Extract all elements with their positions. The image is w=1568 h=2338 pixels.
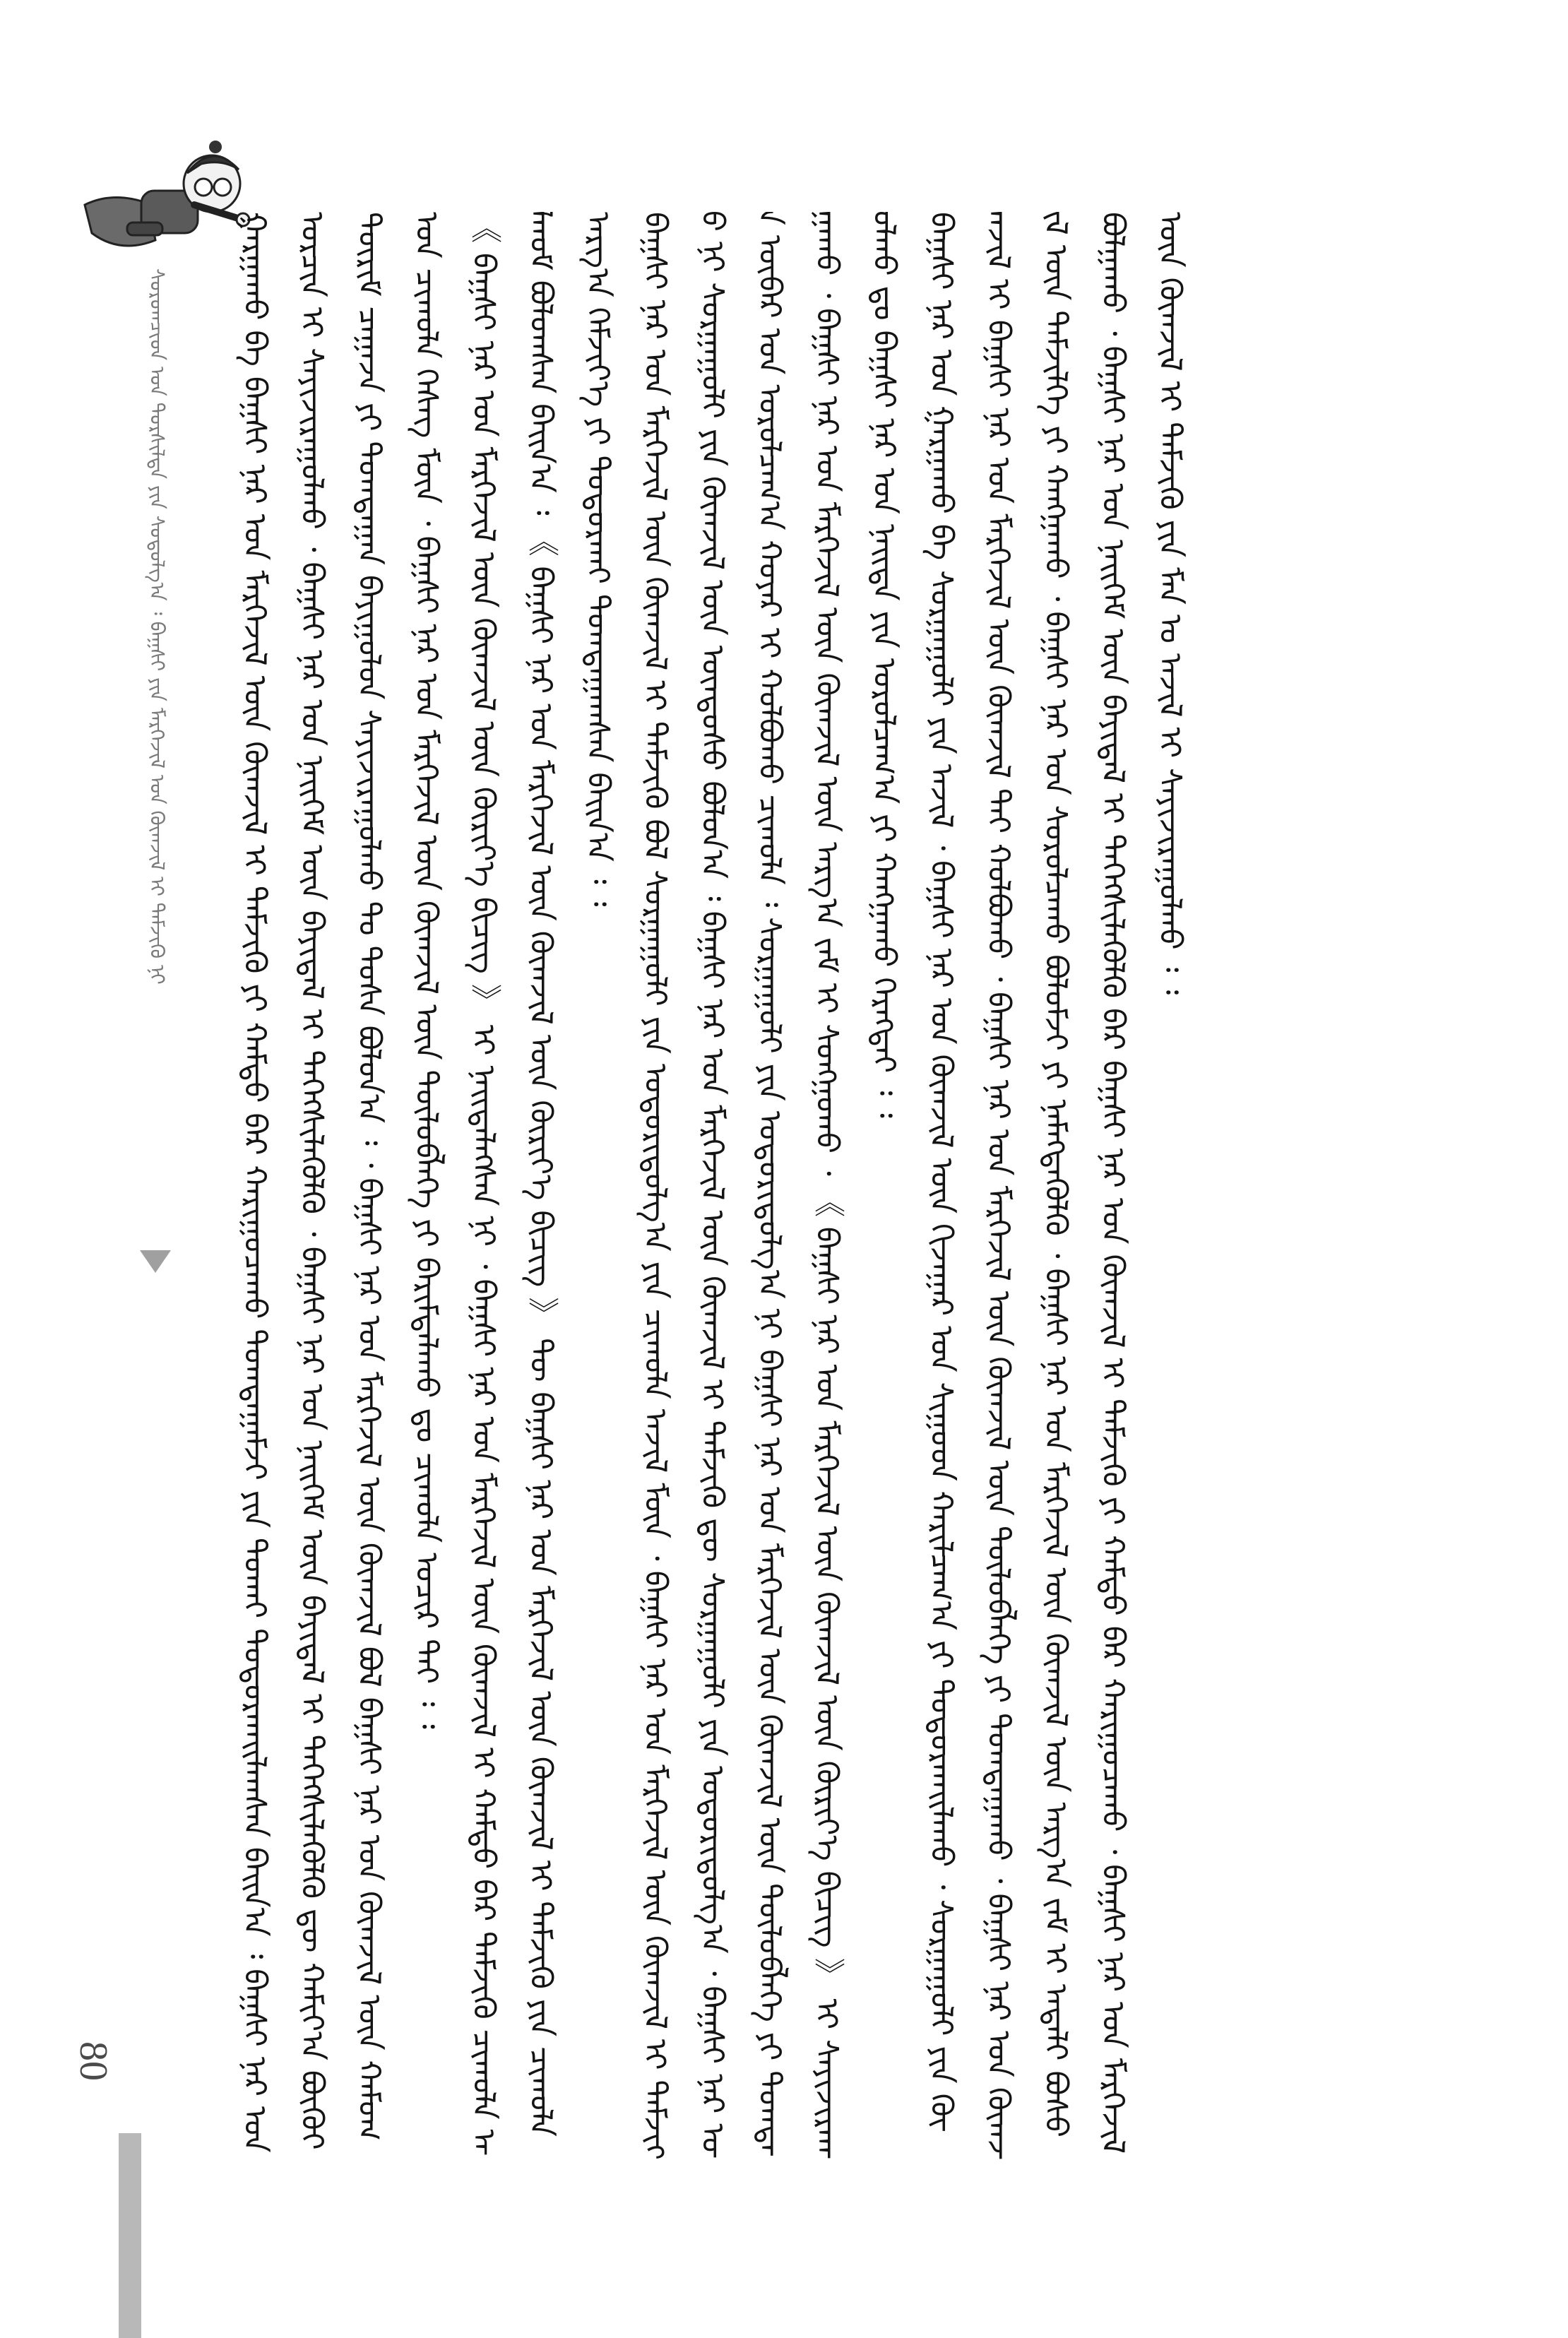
paragraph-4: ᠪᠠᠭ᠋ᠰᠢ ᠨᠠᠷ ᠤᠨ ᠭᠠᠷᠭᠠᠬᠤ ᠪᠠ ᠰᠤᠷᠭᠠᠭᠤᠯᠢ ᠶᠢᠨ ᠠᠵᠢᠯ ᠂ ᠪᠠᠭ᠋ᠰᠢ ᠨᠠᠷ ᠤᠨ ᠬᠥᠭ᠍ᠵᠢᠯ ᠦᠨ ᠬᠢᠵᠠᠭᠠᠷ ᠤᠨ ᠰᠢᠭᠤᠳ ᠬᠠᠷᠢᠯᠴᠠᠭ᠎ᠠ ᠶᠢ ᠲᠣᠳᠣᠷᠬᠠᠢᠯᠠᠬᠤ ᠂ ᠰᠤᠷᠭᠠᠭᠤᠯᠢ ᠶᠢᠨ ᠬᠥᠭ᠍ᠵᠢᠯ ᠢ ᠪᠠᠭ᠋ᠰᠢ ᠨᠠᠷ ᠤᠨ ᠮᠡᠷᠭᠡᠵᠢᠯ ᠦᠨ ᠬᠥᠭ᠍ᠵᠢᠯ ᠲᠡᠢ ᠬᠣᠯᠪᠣᠬᠤ ᠂ ᠪᠠᠭ᠋ᠰᠢ ᠨᠠᠷ ᠤᠨ ᠮᠡᠷᠭᠡᠵᠢᠯ ᠦᠨ ᠬᠥᠭ᠍ᠵᠢᠯ ᠦᠨ ᠲᠥᠯᠦᠪᠯᠡᠭᠡ ᠶᠢ ᠲᠣᠭᠲᠠᠭᠠᠬᠤ ᠂ ᠪᠠᠭ᠋ᠰᠢ ᠨᠠᠷ ᠤᠨ ᠬᠥᠭ᠍ᠵᠢᠯ ᠦᠨ ᠳᠡᠮᠵᠢᠯᠭᠡ ᠶᠢ ᠬᠠᠩᠭᠠᠬᠤ ᠂ ᠪᠠᠭ᠋ᠰᠢ ᠨᠠᠷ ᠤᠨ ᠰᠤᠷᠤᠯᠴᠠᠬᠤ ᠪᠣᠯᠤᠮᠵᠢ ᠶᠢ ᠨᠡᠮᠡᠭᠳᠡᠭᠦᠯᠬᠦ ᠂ ᠪᠠᠭ᠋ᠰᠢ ᠨᠠᠷ ᠤᠨ ᠮᠡᠷᠭᠡᠵᠢᠯ ᠦᠨ ᠬᠥᠭ᠍ᠵᠢᠯ ᠦᠨ ᠠᠷᠭ᠎ᠠ ᠵᠠᠮ ᠢ ᠠᠳᠠᠯᠢ ᠪᠤᠰᠤ ᠪᠣᠯᠭᠠᠬᠤ ᠂ ᠪᠠᠭ᠋ᠰᠢ ᠨᠠᠷ ᠤᠨ ᠨᠡᠢᠭᠡᠮ ᠦᠨ ᠪᠠᠶᠢᠳᠠᠯ ᠢ ᠳᠡᠭᠡᠭᠰᠢᠯᠡᠭᠦᠯᠬᠦ ᠪᠡᠷ ᠪᠠᠭ᠋ᠰᠢ ᠨᠠᠷ ᠤᠨ ᠬᠥᠭ᠍ᠵᠢᠯ ᠢ ᠳᠡᠮᠵᠢᠬᠦ ᠶᠢ ᠬᠠᠮᠲᠤ ᠪᠡᠷ ᠬᠠᠷᠢᠭᠤᠴᠠᠬᠤ ᠂ ᠪᠠᠭ᠋ᠰᠢ ᠨᠠᠷ ᠤᠨ ᠮᠡᠷᠭᠡᠵᠢᠯ ᠦᠨ ᠬᠥᠭ᠍ᠵᠢᠯ ᠢ ᠳᠡᠮᠵᠢᠬᠦ ᠶᠢᠨ ᠮᠠᠨ ᠤ ᠠᠵᠢᠯ ᠢ ᠰᠠᠶᠢᠵᠢᠷᠠᠭᠤᠯᠬᠤ ᠄ ᠄ (923, 212, 1188, 2159)
triangle-marker-icon (140, 1250, 171, 1273)
page-edge-bar (119, 2133, 141, 2338)
page-number: 80 (71, 2041, 115, 2081)
paragraph-3: ᠪᠠᠭ᠋ᠰᠢ ᠨᠠᠷ ᠤᠨ ᠮᠡᠷᠭᠡᠵᠢᠯ ᠦᠨ ᠬᠥᠭ᠍ᠵᠢᠯ ᠢ ᠳᠡᠮᠵᠢᠬᠦ ᠪᠣᠯ ᠰᠤᠷᠭᠠᠭᠤᠯᠢ ᠶᠢᠨ ᠤᠳᠤᠷᠢᠳᠤᠯᠭ᠎ᠠ ᠶᠢᠨ ᠴᠢᠬᠤᠯᠠ ᠠᠵᠢᠯ ᠮᠥᠨ ᠂ ᠪᠠᠭ᠋ᠰᠢ ᠨᠠᠷ ᠤᠨ ᠮᠡᠷᠭᠡᠵᠢᠯ ᠦᠨ ᠬᠥᠭ᠍ᠵᠢᠯ ᠢ ᠳᠡᠮᠵᠢᠬᠦ ᠨᠢ ᠰᠤᠷᠭᠠᠭᠤᠯᠢ ᠶᠢᠨ ᠬᠥᠭ᠍ᠵᠢᠯ ᠦᠨ ᠦᠨᠳᠦᠰᠦ ᠪᠣᠯᠤᠨ᠎ᠠ ᠄ ᠪᠠᠭ᠋ᠰᠢ ᠨᠠᠷ ᠤᠨ ᠮᠡᠷᠭᠡᠵᠢᠯ ᠦᠨ ᠬᠥᠭ᠍ᠵᠢᠯ ᠢ ᠳᠡᠮᠵᠢᠬᠦ ᠳᠦ ᠰᠤᠷᠭᠠᠭᠤᠯᠢ ᠶᠢᠨ ᠤᠳᠤᠷᠢᠳᠤᠯᠭ᠎ᠠ ᠂ ᠪᠠᠭ᠋ᠰᠢ ᠨᠠᠷ ᠤᠨ ᠥᠪᠡᠷ ᠤᠨ ᠣᠷᠤᠯᠴᠠᠭ᠎ᠠ ᠬᠣᠶᠠᠷ ᠢ ᠬᠣᠯᠪᠣᠬᠤ ᠴᠢᠬᠤᠯᠠ ᠄ ᠰᠤᠷᠭᠠᠭᠤᠯᠢ ᠶᠢᠨ ᠤᠳᠤᠷᠢᠳᠤᠯᠭ᠎ᠠ ᠨᠢ ᠪᠠᠭ᠋ᠰᠢ ᠨᠠᠷ ᠤᠨ ᠮᠡᠷᠭᠡᠵᠢᠯ ᠦᠨ ᠬᠥᠭ᠍ᠵᠢᠯ ᠦᠨ ᠲᠥᠯᠦᠪᠯᠡᠭᠡ ᠶᠢ ᠲᠣᠭᠲᠠᠭᠠᠬᠤ ᠂ ᠪᠠᠭ᠋ᠰᠢ ᠨᠠᠷ ᠤᠨ ᠮᠡᠷᠭᠡᠵᠢᠯ ᠦᠨ ᠬᠥᠭ᠍ᠵᠢᠯ ᠦᠨ ᠠᠷᠭ᠎ᠠ ᠵᠠᠮ ᠢ ᠰᠣᠩᠭᠣᠬᠤ ᠂ 《 ᠪᠠᠭ᠋ᠰᠢ ᠨᠠᠷ ᠤᠨ ᠮᠡᠷᠭᠡᠵᠢᠯ ᠦᠨ ᠬᠥᠭ᠍ᠵᠢᠯ ᠦᠨ ᠬᠦᠷᠢᠶ᠎ᠡ ᠪᠢᠴᠢᠭ 》 ᠢ ᠰᠠᠶᠢᠵᠢᠷᠠᠭᠤᠯᠬᠤ ᠳᠤ ᠪᠠᠭ᠋ᠰᠢ ᠨᠠᠷ ᠤᠨ ᠨᠡᠢᠲᠡ ᠶᠢᠨ ᠣᠷᠤᠯᠴᠠᠭ᠎ᠠ ᠶᠢ ᠬᠠᠩᠭᠠᠬᠤ ᠬᠡᠷᠡᠭᠲᠡᠢ ᠄ ᠄ (637, 212, 902, 2158)
main-text-body (226, 212, 1511, 2161)
paragraph-1: ᠭᠠᠷᠭᠠᠬᠤ ᠪᠠ ᠪᠠᠭ᠋ᠰᠢ ᠨᠠᠷ ᠤᠨ ᠮᠡᠷᠭᠡᠵᠢᠯ ᠦᠨ ᠬᠥᠭ᠍ᠵᠢᠯ ᠢ ᠳᠡᠮᠵᠢᠬᠦ ᠶᠢ ᠬᠠᠮᠲᠤ ᠪᠡᠷ ᠬᠠᠷᠢᠭᠤᠴᠠᠬᠤ ᠲᠣᠭᠲᠠᠭᠠᠮᠵᠢ ᠶᠢᠨ ᠲᠤᠬᠠᠢ ᠲᠣᠳᠣᠷᠬᠠᠢᠯᠠᠭᠰᠠᠨ ᠪᠠᠢᠨ᠎ᠠ ᠄ ᠪᠠᠭ᠋ᠰᠢ ᠨᠠᠷ ᠤᠨ ᠤᠷᠴᠢᠨ ᠢ ᠰᠠᠶᠢᠵᠢᠷᠠᠭᠤᠯᠬᠤ ᠂ ᠪᠠᠭ᠋ᠰᠢ ᠨᠠᠷ ᠤᠨ ᠨᠡᠢᠭᠡᠮ ᠦᠨ ᠪᠠᠶᠢᠳᠠᠯ ᠢ ᠳᠡᠭᠡᠭᠰᠢᠯᠡᠭᠦᠯᠬᠦ ᠂ ᠪᠠᠭ᠋ᠰᠢ ᠨᠠᠷ ᠤᠨ ᠨᠡᠢᠭᠡᠮ ᠦᠨ ᠪᠠᠶᠢᠳᠠᠯ ᠢ ᠳᠡᠭᠡᠭᠰᠢᠯᠡᠭᠦᠯᠬᠦ ᠳᠦ ᠬᠠᠮᠢᠶ᠎ᠠ ᠪᠦᠬᠦᠢ ᠳᠦᠷᠢᠮ ᠴᠠᠭᠠᠵᠠ ᠶᠢ ᠲᠣᠭᠲᠠᠭᠠᠨ ᠪᠠᠶᠢᠭᠤᠯᠤᠨ ᠰᠠᠶᠢᠵᠢᠷᠠᠭᠤᠯᠬᠤ ᠲᠤ ᠲᠤᠰᠠ ᠪᠤᠯᠤᠨ᠎ᠠ ᠄ ᠂ ᠪᠠᠭ᠋ᠰᠢ ᠨᠠᠷ ᠤᠨ ᠮᠡᠷᠭᠡᠵᠢᠯ ᠦᠨ ᠬᠥᠭ᠍ᠵᠢᠯ ᠪᠣᠯ ᠪᠠᠭ᠋ᠰᠢ ᠨᠠᠷ ᠤᠨ ᠬᠥᠭ᠍ᠵᠢᠯ ᠦᠨ ᠬᠠᠮᠤᠭ ᠤᠨ ᠴᠢᠬᠤᠯᠠ ᠬᠡᠰᠡᠭ ᠮᠥᠨ ᠂ ᠪᠠᠭ᠋ᠰᠢ ᠨᠠᠷ ᠤᠨ ᠮᠡᠷᠭᠡᠵᠢᠯ ᠦᠨ ᠬᠥᠭ᠍ᠵᠢᠯ ᠦᠨ ᠲᠥᠯᠦᠪᠯᠡᠭᠡ ᠶᠢ ᠪᠠᠷᠢᠮᠲᠠᠯᠠᠬᠤ ᠳᠤ ᠴᠢᠬᠤᠯᠠ ᠤᠴᠢᠷ ᠲᠠᠢ ᠄ ᠄ (237, 212, 444, 2153)
paragraph-2: 《 ᠪᠠᠭ᠋ᠰᠢ ᠨᠠᠷ ᠤᠨ ᠮᠡᠷᠭᠡᠵᠢᠯ ᠦᠨ ᠬᠥᠭ᠍ᠵᠢᠯ ᠦᠨ ᠬᠦᠷᠢᠶ᠎ᠡ ᠪᠢᠴᠢᠭ 》 ᠢ ᠨᠡᠢᠲᠡᠯᠡᠭᠰᠡᠨ ᠨᠢ ᠂ ᠪᠠᠭ᠋ᠰᠢ ᠨᠠᠷ ᠤᠨ ᠮᠡᠷᠭᠡᠵᠢᠯ ᠦᠨ ᠬᠥᠭ᠍ᠵᠢᠯ ᠢ ᠬᠠᠮᠲᠤ ᠪᠡᠷ ᠳᠡᠮᠵᠢᠬᠦ ᠴᠢᠬᠤᠯᠠ ᠠᠯᠬᠤᠮ ᠪᠣᠯᠤᠭᠰᠠᠨ ᠪᠠᠢᠨ᠎ᠠ ᠄ 《 ᠪᠠᠭ᠋ᠰᠢ ᠨᠠᠷ ᠤᠨ ᠮᠡᠷᠭᠡᠵᠢᠯ ᠦᠨ ᠬᠥᠭ᠍ᠵᠢᠯ ᠦᠨ ᠬᠦᠷᠢᠶ᠎ᠡ ᠪᠢᠴᠢᠭ 》 ᠲᠦ ᠪᠠᠭ᠋ᠰᠢ ᠨᠠᠷ ᠤᠨ ᠮᠡᠷᠭᠡᠵᠢᠯ ᠦᠨ ᠬᠥᠭ᠍ᠵᠢᠯ ᠢ ᠳᠡᠮᠵᠢᠬᠦ ᠶᠢᠨ ᠴᠢᠬᠤᠯᠠ ᠠᠷᠭ᠎ᠠ ᠬᠡᠮᠵᠢᠶ᠎ᠡ ᠶᠢ ᠲᠣᠳᠣᠷᠬᠠᠢ ᠲᠣᠭᠲᠠᠭᠠᠭᠰᠠᠨ ᠪᠠᠢᠨ᠎ᠠ ᠄ ᠄ (465, 212, 616, 2154)
page-header-column (42, 120, 184, 2211)
running-title: ᠰᠤᠷᠤᠭᠴᠢᠳ ᠤᠨ ᠲᠤᠷᠰᠢᠯᠲᠠ ᠶᠢᠨ ᠰᠤᠳᠤᠯᠭ᠎ᠠ ᠄ ᠪᠠᠭ᠋ᠰᠢ ᠶᠢᠨ ᠮᠡᠷᠭᠡᠵᠢᠯ ᠤᠨ ᠬᠥᠭ᠍ᠵᠢᠯ ᠢ ᠳᠡᠮᠵᠢᠬᠦ ᠨᠢ (145, 268, 169, 985)
